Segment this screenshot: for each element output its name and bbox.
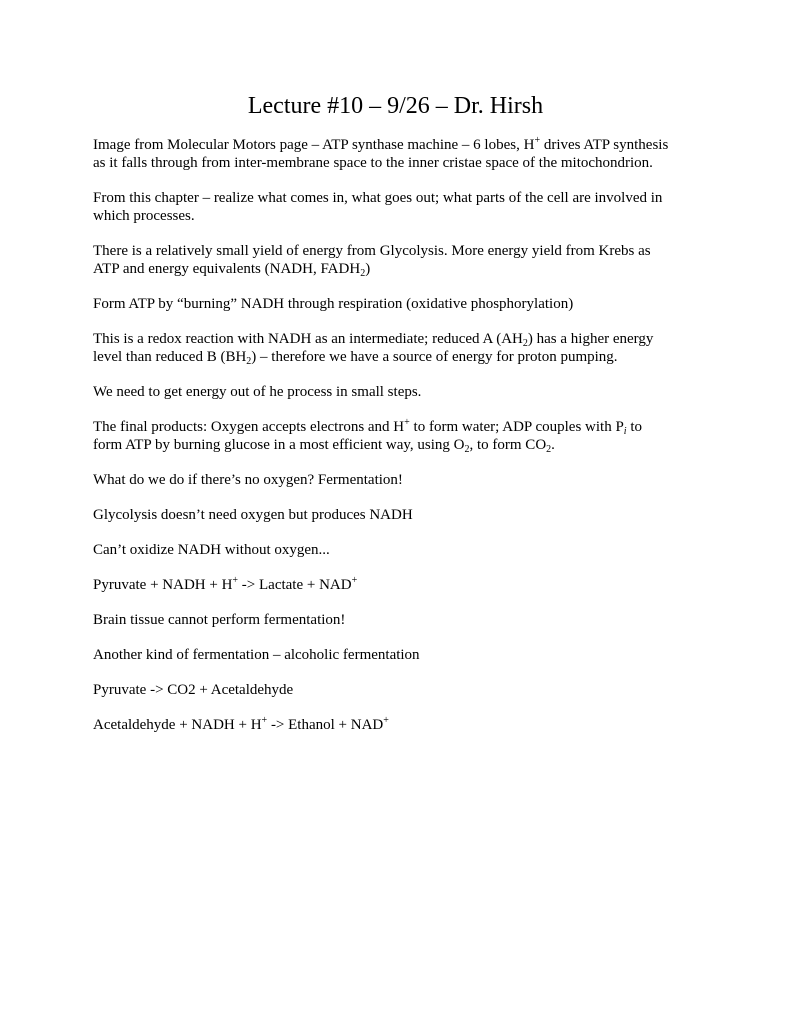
text-run: , to form CO bbox=[469, 437, 547, 453]
paragraph-brain-tissue: Brain tissue cannot perform fermentation! bbox=[93, 612, 346, 628]
paragraph-small-steps: We need to get energy out of he process in small steps. bbox=[93, 384, 422, 400]
text-run: form ATP by burning glucose in a most efficient way, using O bbox=[93, 437, 465, 453]
paragraph-no-oxygen: What do we do if there’s no oxygen? Fermentation! bbox=[93, 472, 403, 488]
text-run: Image from Molecular Motors page – ATP synthase machine – 6 lobes, H bbox=[93, 137, 535, 153]
text-run: to bbox=[626, 419, 642, 435]
subscript: 2 bbox=[360, 268, 366, 279]
text-run: which processes. bbox=[93, 208, 195, 224]
text-run: level than reduced B (BH bbox=[93, 349, 247, 365]
document-body bbox=[93, 136, 703, 751]
text-run: The final products: Oxygen accepts electrons and H bbox=[93, 419, 405, 435]
subscript: 2 bbox=[246, 356, 252, 367]
paragraph-chapter-note bbox=[93, 189, 703, 225]
paragraph-alcoholic-fermentation: Another kind of fermentation – alcoholic fermentation bbox=[93, 647, 420, 663]
paragraph-pyruvate-equation: Pyruvate -> CO2 + Acetaldehyde bbox=[93, 682, 294, 698]
text-run: ATP and energy equivalents (NADH, FADH bbox=[93, 261, 361, 277]
text-run: Acetaldehyde + NADH + H bbox=[93, 717, 262, 733]
text-run: There is a relatively small yield of energy from Glycolysis. More energy yield from Krebs as bbox=[93, 243, 651, 259]
paragraph-final-products bbox=[93, 418, 703, 454]
text-run: From this chapter – realize what comes in, what goes out; what parts of the cell are involved in bbox=[93, 190, 663, 206]
text-run: -> Lactate + NAD bbox=[238, 577, 352, 593]
superscript: + bbox=[351, 575, 358, 586]
subscript: 2 bbox=[546, 444, 552, 455]
paragraph-cant-oxidize: Can’t oxidize NADH without oxygen... bbox=[93, 542, 330, 558]
subscript-italic: i bbox=[623, 426, 627, 437]
paragraph-energy-yield bbox=[93, 242, 703, 278]
superscript: + bbox=[534, 135, 541, 146]
page-title: Lecture #10 – 9/26 – Dr. Hirsh bbox=[247, 93, 544, 119]
text-run: -> Ethanol + NAD bbox=[267, 717, 384, 733]
superscript: + bbox=[404, 417, 410, 428]
text-run: to form water; ADP couples with P bbox=[409, 419, 624, 435]
paragraph-glycolysis: Glycolysis doesn’t need oxygen but produces NADH bbox=[93, 507, 413, 523]
text-run: drives ATP synthesis bbox=[540, 137, 669, 153]
superscript: + bbox=[383, 715, 389, 726]
paragraph-form-atp: Form ATP by “burning” NADH through respiration (oxidative phosphorylation) bbox=[93, 296, 574, 312]
paragraph-atp-synthase bbox=[93, 136, 703, 172]
superscript: + bbox=[232, 575, 239, 586]
text-run: ) bbox=[365, 261, 371, 277]
superscript: + bbox=[261, 715, 268, 726]
text-run: as it falls through from inter-membrane space to the inner cristae space of the mitochondrion. bbox=[93, 155, 653, 171]
text-run: . bbox=[551, 437, 555, 453]
paragraph-ethanol-equation bbox=[93, 716, 703, 734]
text-run: ) – therefore we have a source of energy for proton pumping. bbox=[251, 349, 618, 365]
text-run: ) has a higher energy bbox=[527, 331, 654, 347]
paragraph-lactate-equation bbox=[93, 576, 703, 594]
subscript: 2 bbox=[464, 444, 470, 455]
subscript: 2 bbox=[522, 338, 528, 349]
paragraph-redox bbox=[93, 330, 703, 366]
text-run: This is a redox reaction with NADH as an intermediate; reduced A (AH bbox=[93, 331, 523, 347]
text-run: Pyruvate + NADH + H bbox=[93, 577, 233, 593]
